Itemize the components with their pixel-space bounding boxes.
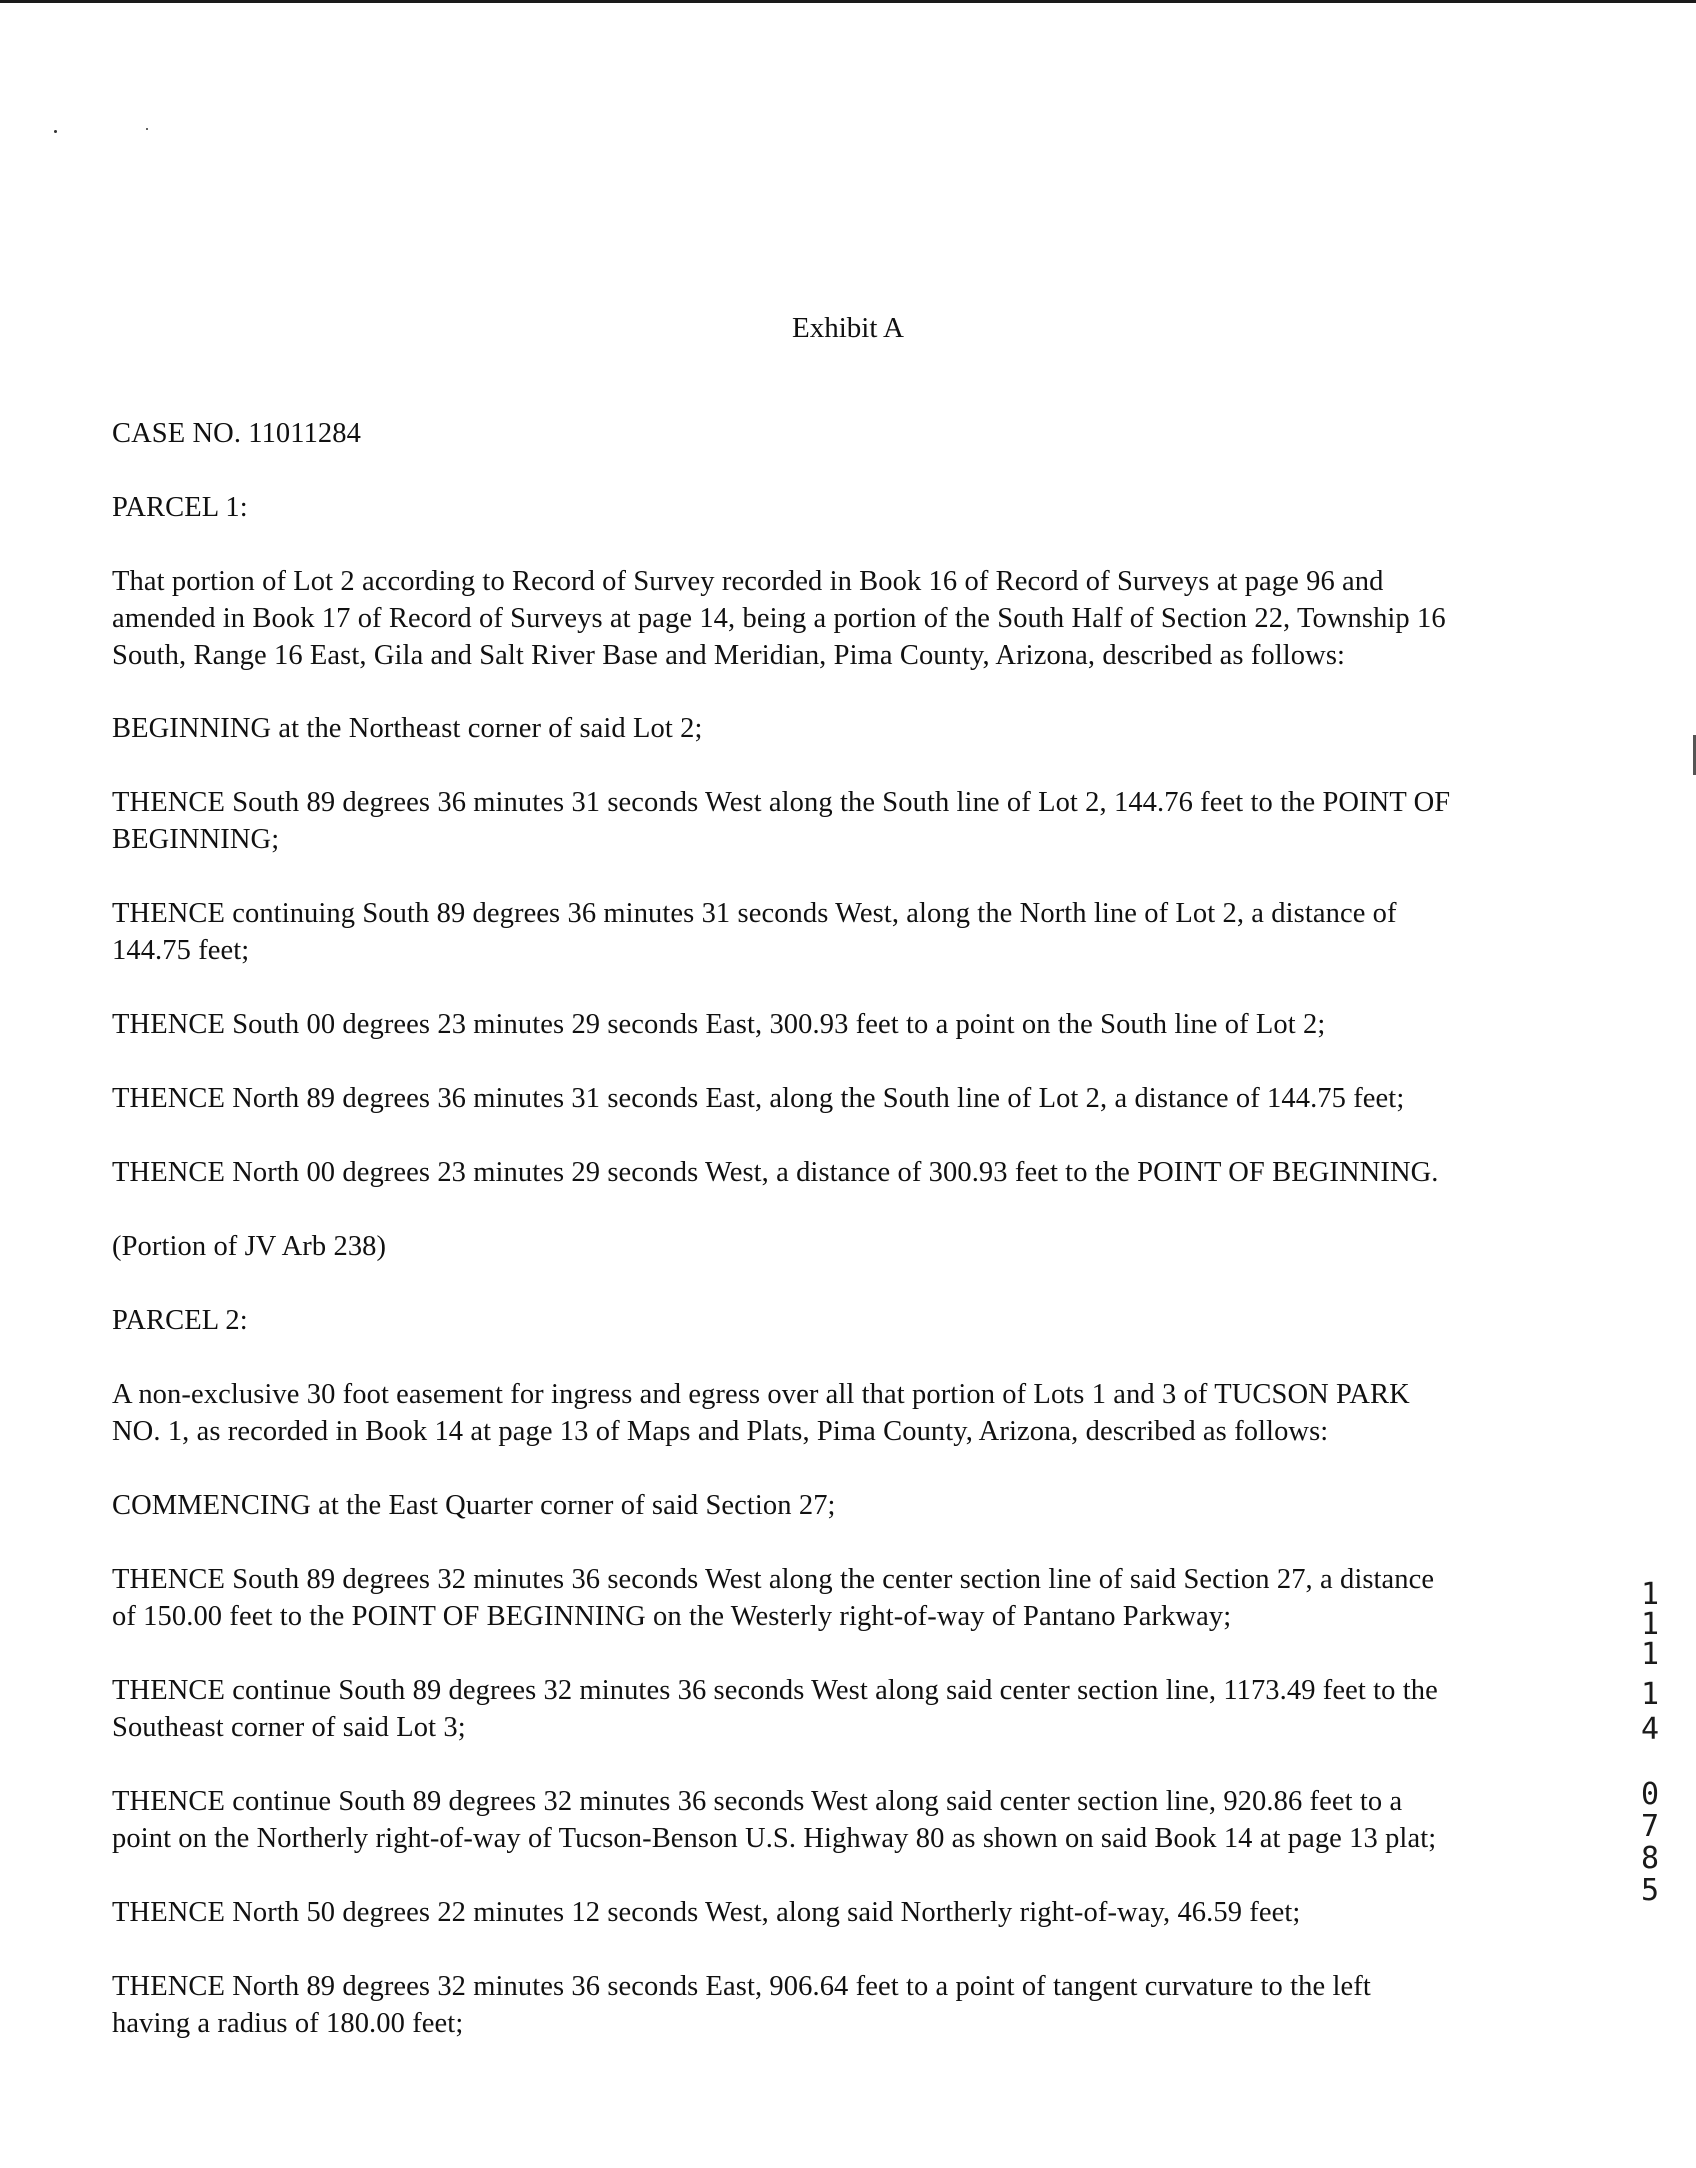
legal-paragraph: THENCE continue South 89 degrees 32 minutes 36 seconds West along said center section line, 1173.49 feet to the Southeast corner of said Lot 3; xyxy=(112,1675,1438,1743)
stamp-digit: 1 xyxy=(1640,1607,1660,1642)
stamp-digit: 4 xyxy=(1640,1712,1660,1747)
legal-paragraph: THENCE North 50 degrees 22 minutes 12 seconds West, along said Northerly right-of-way, 46.59 feet; xyxy=(112,1897,1301,1928)
parcel-2-description: A non-exclusive 30 foot easement for ingress and egress over all that portion of Lots 1 and 3 of TUCSON PARK NO. 1, as recorded in Book 14 at page 13 of Maps and Plats, Pima County, Arizona, described as follows: xyxy=(112,1379,1410,1447)
legal-paragraph: THENCE North 89 degrees 32 minutes 36 seconds East, 906.64 feet to a point of tangent curvature to the left having a radius of 180.00 feet; xyxy=(112,1971,1371,2039)
scan-speck xyxy=(146,128,148,130)
legal-paragraph: BEGINNING at the Northeast corner of said Lot 2; xyxy=(112,713,703,744)
case-number: CASE NO. 11011284 xyxy=(112,418,361,449)
legal-paragraph: THENCE South 00 degrees 23 minutes 29 seconds East, 300.93 feet to a point on the South line of Lot 2; xyxy=(112,1009,1326,1040)
legal-paragraph: THENCE continuing South 89 degrees 36 minutes 31 seconds West, along the North line of Lot 2, a distance of 144.75 feet; xyxy=(112,898,1397,966)
stamp-digit: 8 xyxy=(1640,1841,1660,1876)
stamp-digit: 0 xyxy=(1640,1777,1660,1812)
stamp-digit: 1 xyxy=(1640,1677,1660,1712)
parcel-2-heading: PARCEL 2: xyxy=(112,1305,248,1336)
stamp-digit: 1 xyxy=(1640,1577,1660,1612)
recording-number-stamp xyxy=(1630,1577,1670,1920)
scan-speck xyxy=(54,130,57,133)
exhibit-title: Exhibit A xyxy=(792,312,904,344)
legal-paragraph: THENCE North 89 degrees 36 minutes 31 seconds East, along the South line of Lot 2, a distance of 144.75 feet; xyxy=(112,1083,1405,1114)
scan-specks xyxy=(50,128,150,138)
legal-paragraph: THENCE South 89 degrees 32 minutes 36 seconds West along the center section line of said Section 27, a distance of 150.00 feet to the POINT OF BEGINNING on the Westerly right-of-way of Pantano Parkway; xyxy=(112,1564,1435,1632)
stamp-digit: 1 xyxy=(1640,1637,1660,1672)
top-border-line xyxy=(0,0,1696,3)
legal-paragraph: COMMENCING at the East Quarter corner of said Section 27; xyxy=(112,1490,836,1521)
legal-paragraph: THENCE North 00 degrees 23 minutes 29 seconds West, a distance of 300.93 feet to the POINT OF BEGINNING. xyxy=(112,1157,1439,1188)
stamp-digit: 5 xyxy=(1640,1873,1660,1908)
legal-paragraph: THENCE continue South 89 degrees 32 minutes 36 seconds West along said center section line, 920.86 feet to a point on the Northerly right-of-way of Tucson-Benson U.S. Highway 80 as shown on said Book 14 at page 13 plat; xyxy=(112,1786,1437,1854)
parcel-1-heading: PARCEL 1: xyxy=(112,492,248,523)
legal-paragraph: THENCE South 89 degrees 36 minutes 31 seconds West along the South line of Lot 2, 144.76 feet to the POINT OF BEGINNING; xyxy=(112,787,1451,855)
legal-paragraph: (Portion of JV Arb 238) xyxy=(112,1231,387,1262)
stamp-digit: 7 xyxy=(1640,1809,1660,1844)
parcel-1-description: That portion of Lot 2 according to Record of Survey recorded in Book 16 of Record of Surveys at page 96 and amended in Book 17 of Record of Surveys at page 14, being a portion of the South Half of Section 22, Township 16 South, Range 16 East, Gila and Salt River Base and Meridian, Pima County, Arizona, described as follows: xyxy=(112,566,1446,671)
